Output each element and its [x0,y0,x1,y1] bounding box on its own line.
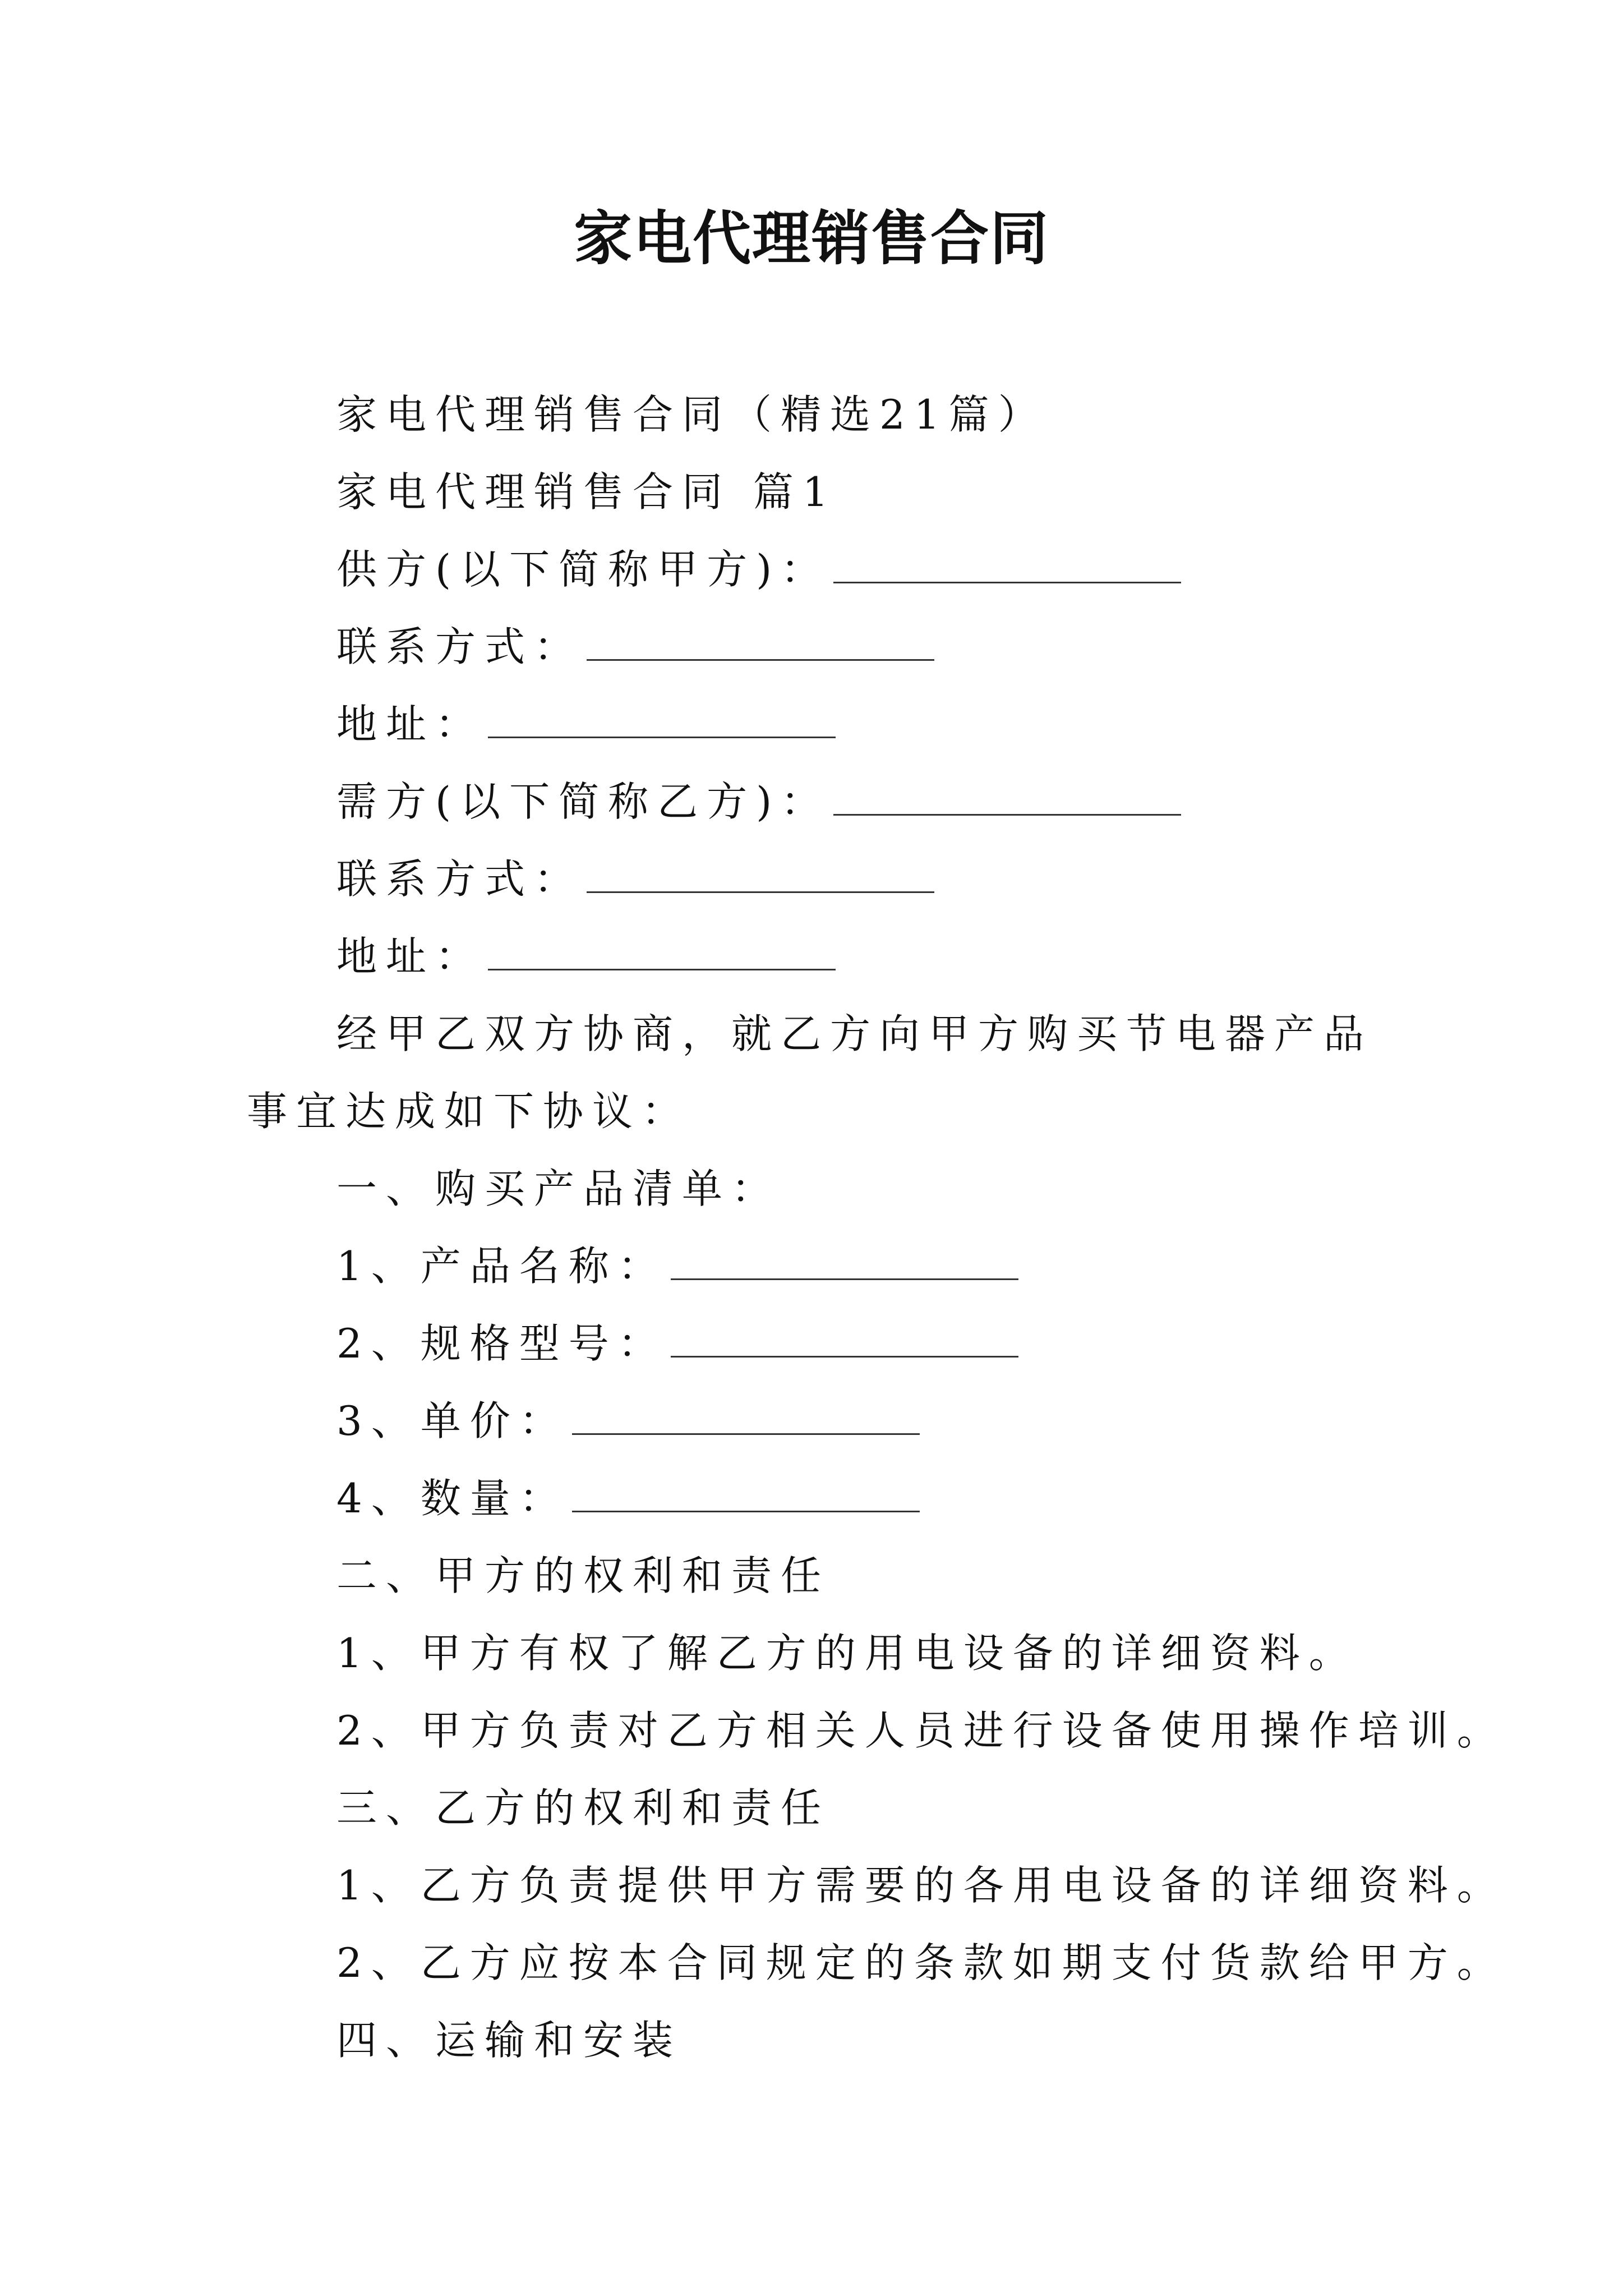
clause-1-title: 一、购买产品清单： [336,1165,781,1212]
party-a-line [247,531,1396,608]
clause-4-title: 四、运输和安装 [336,2017,683,2064]
party-b-contact-line [247,840,1396,918]
quantity-blank [572,1477,920,1512]
document-body [247,376,1506,2079]
product-name-label: 1、产品名称： [336,1243,667,1290]
clause-2-item-1: 1、甲方有权了解乙方的用电设备的详细资料。 [336,1630,1358,1677]
party-a-label: 供方(以下简称甲方)： [336,546,831,593]
party-b-label: 需方(以下简称乙方)： [336,778,831,825]
party-a-address-line [247,685,1396,763]
section-heading: 家电代理销售合同 篇1 [336,468,837,516]
party-b-address-label: 地址： [336,933,485,980]
party-b-contact-blank [587,858,934,893]
product-model-blank [671,1322,1018,1358]
clause-2-item-2: 2、甲方负责对乙方相关人员进行设备使用操作培训。 [336,1707,1506,1754]
party-b-line [247,763,1396,840]
party-a-contact-line [247,608,1396,685]
party-a-address-label: 地址： [336,701,485,748]
document-title: 家电代理销售合同 [573,204,1049,273]
product-name-blank [671,1245,1018,1280]
clause-3-item-1: 1、乙方负责提供甲方需要的各用电设备的详细资料。 [336,1862,1506,1909]
party-b-address-blank [488,935,836,970]
party-b-contact-label: 联系方式： [336,855,584,903]
unit-price-label: 3、单价： [336,1397,569,1444]
product-model-label: 2、规格型号： [336,1320,667,1367]
quantity-line [247,1460,1396,1537]
clause-3-title: 三、乙方的权利和责任 [336,1784,831,1832]
clause-3-item-2: 2、乙方应按本合同规定的条款如期支付货款给甲方。 [336,1939,1506,1986]
party-a-contact-label: 联系方式： [336,623,584,670]
agreement-intro: 经甲乙双方协商，就乙方向甲方购买节电器产品事宜达成如下协议： [247,1010,1373,1135]
quantity-label: 4、数量： [336,1475,569,1522]
party-a-address-blank [488,703,836,738]
party-b-blank [833,780,1181,816]
clause-2-title: 二、甲方的权利和责任 [336,1552,831,1599]
product-name-line [247,1227,1396,1305]
party-a-contact-blank [587,625,934,661]
party-b-address-line [247,918,1396,995]
unit-price-line [247,1382,1396,1460]
unit-price-blank [572,1400,920,1435]
party-a-blank [833,548,1181,583]
document-subtitle: 家电代理销售合同（精选21篇） [336,391,1048,438]
product-model-line [247,1305,1396,1382]
